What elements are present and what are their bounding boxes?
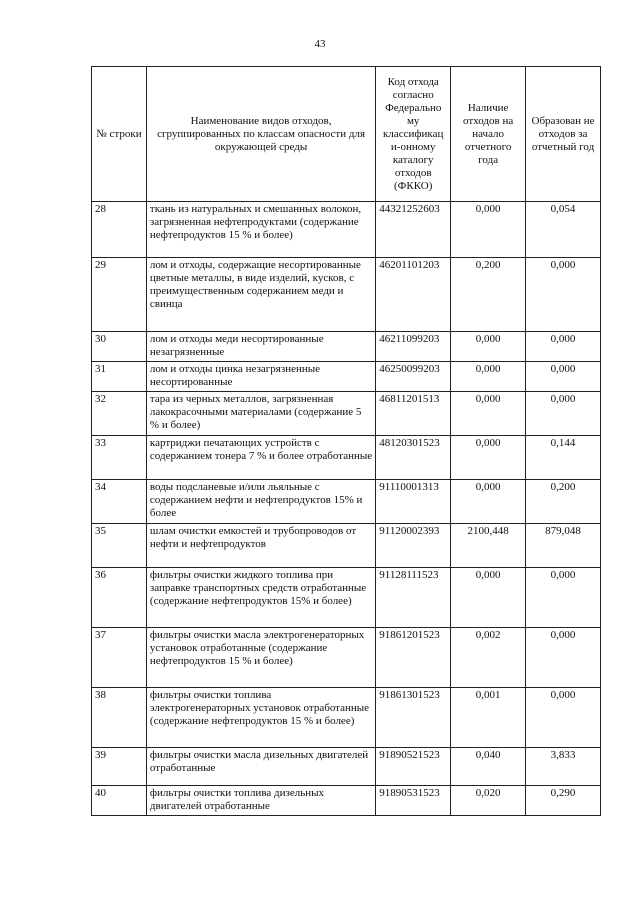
cell-start: 0,000 (451, 436, 526, 480)
cell-code: 48120301523 (376, 436, 451, 480)
table-row (92, 748, 601, 786)
cell-row-no: 36 (92, 568, 147, 628)
table-row (92, 568, 601, 628)
cell-formed: 0,000 (526, 332, 601, 362)
table-row (92, 202, 601, 258)
cell-name: ткань из натуральных и смешанных волокон, загрязненная нефтепродуктами (содержание нефтепродуктов 15 % и более) (146, 202, 375, 258)
cell-row-no: 32 (92, 392, 147, 436)
cell-start: 0,001 (451, 688, 526, 748)
table-row (92, 362, 601, 392)
cell-code: 46201101203 (376, 258, 451, 332)
cell-start: 0,000 (451, 332, 526, 362)
cell-name: фильтры очистки топлива электрогенераторных установок отработанные (содержание нефтепродуктов 15 % и более) (146, 688, 375, 748)
cell-formed: 0,054 (526, 202, 601, 258)
cell-formed: 0,000 (526, 688, 601, 748)
cell-code: 46211099203 (376, 332, 451, 362)
cell-row-no: 34 (92, 480, 147, 524)
cell-code: 44321252603 (376, 202, 451, 258)
cell-code: 46250099203 (376, 362, 451, 392)
cell-name: фильтры очистки жидкого топлива при заправке транспортных средств отработанные (содержание нефтепродуктов 15% и более) (146, 568, 375, 628)
table-row (92, 258, 601, 332)
cell-start: 0,000 (451, 362, 526, 392)
cell-formed: 0,000 (526, 568, 601, 628)
cell-row-no: 31 (92, 362, 147, 392)
table-row (92, 524, 601, 568)
cell-code: 91120002393 (376, 524, 451, 568)
cell-row-no: 35 (92, 524, 147, 568)
cell-name: лом и отходы меди несортированные незагрязненные (146, 332, 375, 362)
cell-name: картриджи печатающих устройств с содержанием тонера 7 % и более отработанные (146, 436, 375, 480)
header-formed: Образован не отходов за отчетный год (526, 67, 601, 202)
header-name: Наименование видов отходов, сгруппированных по классам опасности для окружающей среды (146, 67, 375, 202)
cell-start: 2100,448 (451, 524, 526, 568)
waste-table (91, 66, 601, 816)
table-row (92, 392, 601, 436)
cell-row-no: 28 (92, 202, 147, 258)
table-row (92, 332, 601, 362)
table-header-row (92, 67, 601, 202)
cell-code: 91128111523 (376, 568, 451, 628)
cell-start: 0,000 (451, 568, 526, 628)
cell-formed: 0,000 (526, 628, 601, 688)
cell-code: 91861301523 (376, 688, 451, 748)
cell-start: 0,000 (451, 202, 526, 258)
cell-name: лом и отходы, содержащие несортированные цветные металлы, в виде изделий, кусков, с преимущественным содержанием меди и свинца (146, 258, 375, 332)
cell-start: 0,002 (451, 628, 526, 688)
cell-name: фильтры очистки масла электрогенераторных установок отработанные (содержание нефтепродуктов 15 % и более) (146, 628, 375, 688)
cell-row-no: 30 (92, 332, 147, 362)
table-row (92, 480, 601, 524)
cell-formed: 0,000 (526, 258, 601, 332)
cell-formed: 3,833 (526, 748, 601, 786)
cell-name: фильтры очистки масла дизельных двигателей отработанные (146, 748, 375, 786)
cell-start: 0,200 (451, 258, 526, 332)
cell-code: 91890531523 (376, 786, 451, 816)
table-row (92, 688, 601, 748)
cell-row-no: 29 (92, 258, 147, 332)
cell-formed: 0,290 (526, 786, 601, 816)
cell-formed: 0,144 (526, 436, 601, 480)
cell-code: 91890521523 (376, 748, 451, 786)
table-row (92, 628, 601, 688)
cell-row-no: 33 (92, 436, 147, 480)
header-code: Код отхода согласно Федерально му классификац и-онному каталогу отходов (ФККО) (376, 67, 451, 202)
cell-start: 0,000 (451, 480, 526, 524)
cell-code: 46811201513 (376, 392, 451, 436)
page-number: 43 (314, 38, 326, 50)
cell-formed: 879,048 (526, 524, 601, 568)
cell-row-no: 38 (92, 688, 147, 748)
cell-code: 91861201523 (376, 628, 451, 688)
cell-row-no: 39 (92, 748, 147, 786)
cell-name: шлам очистки емкостей и трубопроводов от нефти и нефтепродуктов (146, 524, 375, 568)
header-row-no: № строки (92, 67, 147, 202)
header-start: Наличие отходов на начало отчетного года (451, 67, 526, 202)
table-row (92, 786, 601, 816)
cell-start: 0,020 (451, 786, 526, 816)
cell-formed: 0,200 (526, 480, 601, 524)
cell-name: воды подсланевые и/или льяльные с содержанием нефти и нефтепродуктов 15% и более (146, 480, 375, 524)
table-row (92, 436, 601, 480)
cell-name: лом и отходы цинка незагрязненные несортированные (146, 362, 375, 392)
cell-row-no: 40 (92, 786, 147, 816)
cell-formed: 0,000 (526, 392, 601, 436)
cell-start: 0,000 (451, 392, 526, 436)
cell-code: 91110001313 (376, 480, 451, 524)
cell-start: 0,040 (451, 748, 526, 786)
cell-formed: 0,000 (526, 362, 601, 392)
cell-name: фильтры очистки топлива дизельных двигателей отработанные (146, 786, 375, 816)
cell-name: тара из черных металлов, загрязненная лакокрасочными материалами (содержание 5 % и более) (146, 392, 375, 436)
cell-row-no: 37 (92, 628, 147, 688)
